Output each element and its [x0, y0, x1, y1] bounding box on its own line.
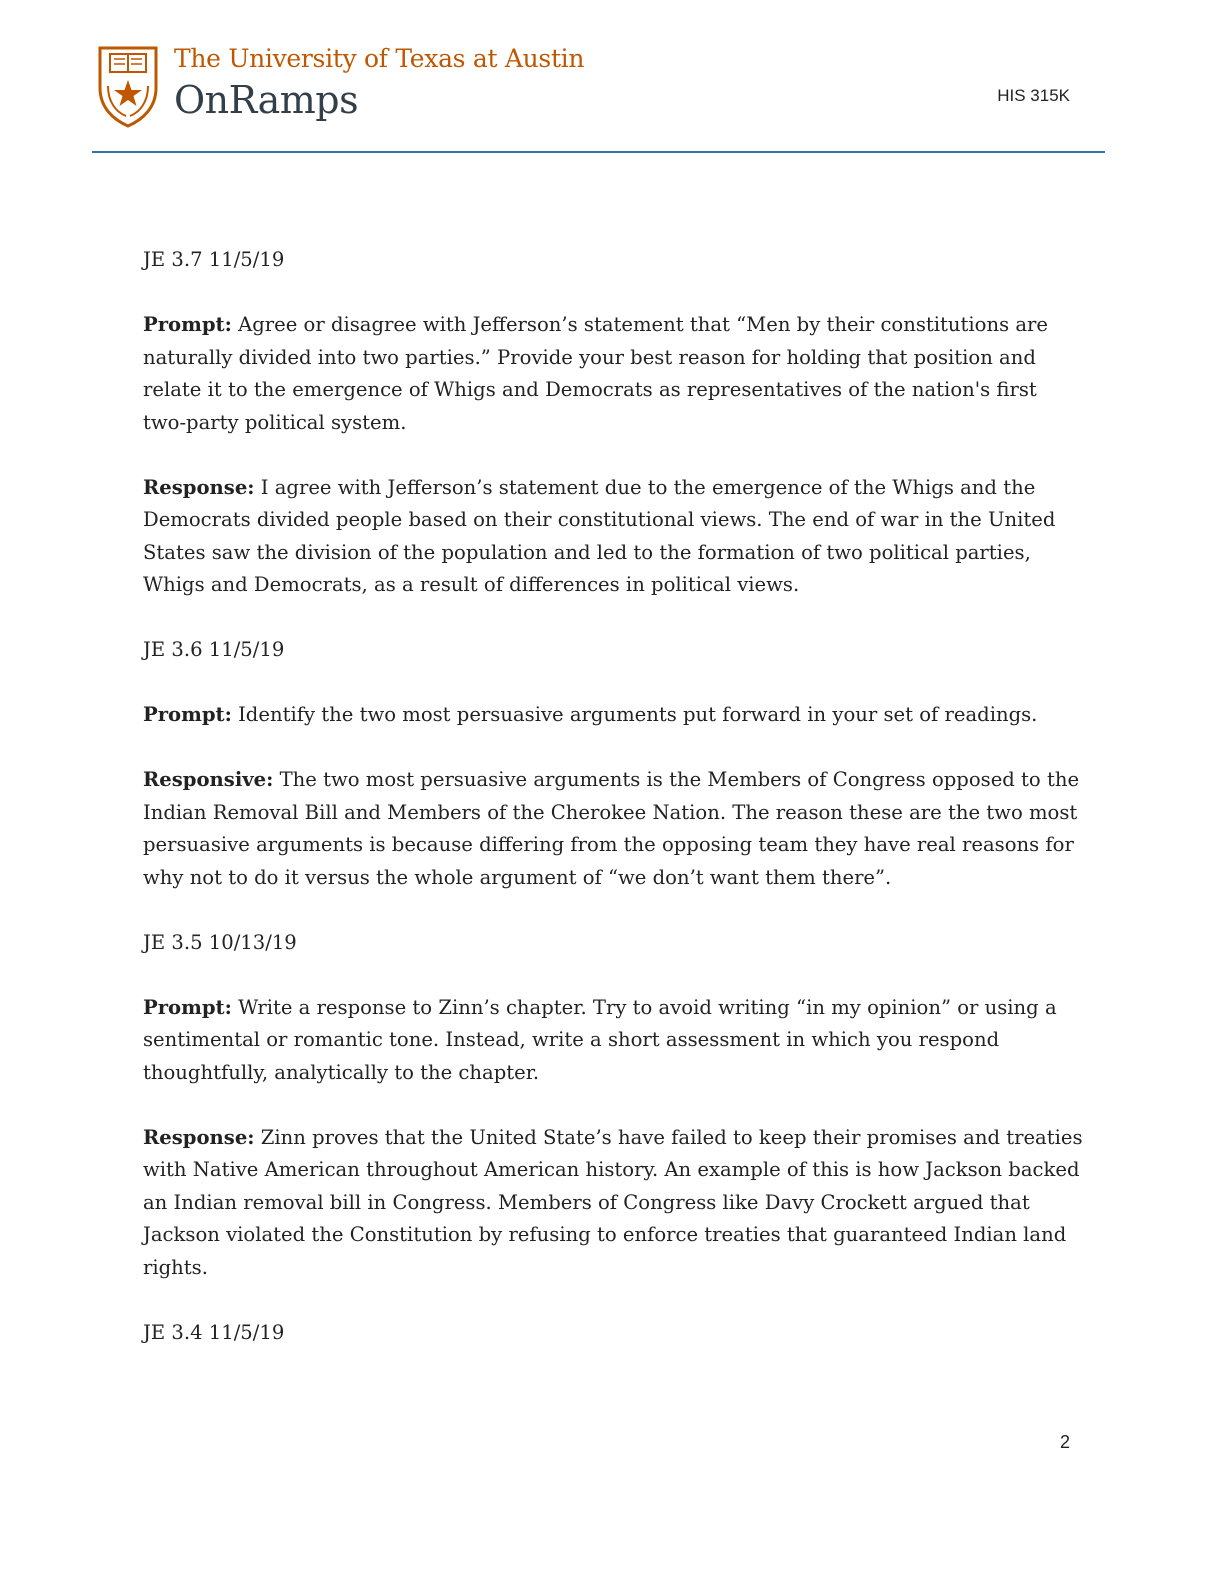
response-text: The two most persuasive arguments is the Members of Congress opposed to the Indian Removal Bill and Members of the Cherokee Nation. The reason these are the two most persuasive arguments is because differing from the opposing team they have real reasons for why not to do it versus the whole argument of “we don’t want them there”. [143, 768, 1080, 889]
program-name: OnRamps [174, 78, 359, 122]
prompt-label: Prompt: [143, 313, 232, 336]
entry-prompt [143, 992, 1083, 1090]
response-label: Response: [143, 1125, 255, 1149]
entry-response [143, 764, 1083, 894]
entry-prompt [143, 309, 1083, 439]
response-text: I agree with Jefferson’s statement due to the emergence of the Whigs and the Democrats divided people based on their constitutional views. The end of war in the United States saw the division of the population and led to the formation of two political parties, Whigs and Democrats, as a result of differences in political views. [143, 475, 1056, 596]
header-divider [92, 151, 1105, 153]
prompt-text: Write a response to Zinn’s chapter. Try to avoid writing “in my opinion” or using a sentimental or romantic tone. Instead, write a short assessment in which you respond thoughtfully, analytically to the chapter. [143, 995, 1057, 1084]
entry-heading: JE 3.4 11/5/19 [143, 1320, 285, 1344]
entry-response [143, 1122, 1083, 1285]
page-number: 2 [1059, 1432, 1070, 1452]
entry-response [143, 472, 1083, 602]
response-text: Zinn proves that the United State’s have failed to keep their promises and treaties with Native American throughout American history. An example of this is how Jackson backed an Indian removal bill in Congress. Members of Congress like Davy Crockett argued that Jackson violated the Constitution by refusing to enforce treaties that guaranteed Indian land rights. [143, 1125, 1083, 1279]
response-label: Responsive: [143, 768, 274, 791]
ut-shield-logo-icon [96, 44, 160, 128]
university-name: The University of Texas at Austin [174, 44, 585, 73]
prompt-text: Agree or disagree with Jefferson’s statement that “Men by their constitutions are naturally divided into two parties.” Provide your best reason for holding that position and relate it to the emergence of Whigs and Democrats as representatives of the nation's first two-party political system. [143, 313, 1049, 434]
entry-heading: JE 3.7 11/5/19 [143, 248, 285, 271]
entry-heading: JE 3.5 10/13/19 [143, 930, 297, 954]
course-code: HIS 315K [997, 86, 1070, 105]
response-label: Response: [143, 475, 255, 499]
entry-prompt [143, 699, 1083, 732]
prompt-text: Identify the two most persuasive arguments put forward in your set of readings. [231, 703, 1038, 726]
journal-content [143, 244, 1083, 1382]
prompt-label: Prompt: [143, 995, 232, 1019]
entry-heading: JE 3.6 11/5/19 [143, 638, 285, 661]
prompt-label: Prompt: [143, 703, 232, 726]
